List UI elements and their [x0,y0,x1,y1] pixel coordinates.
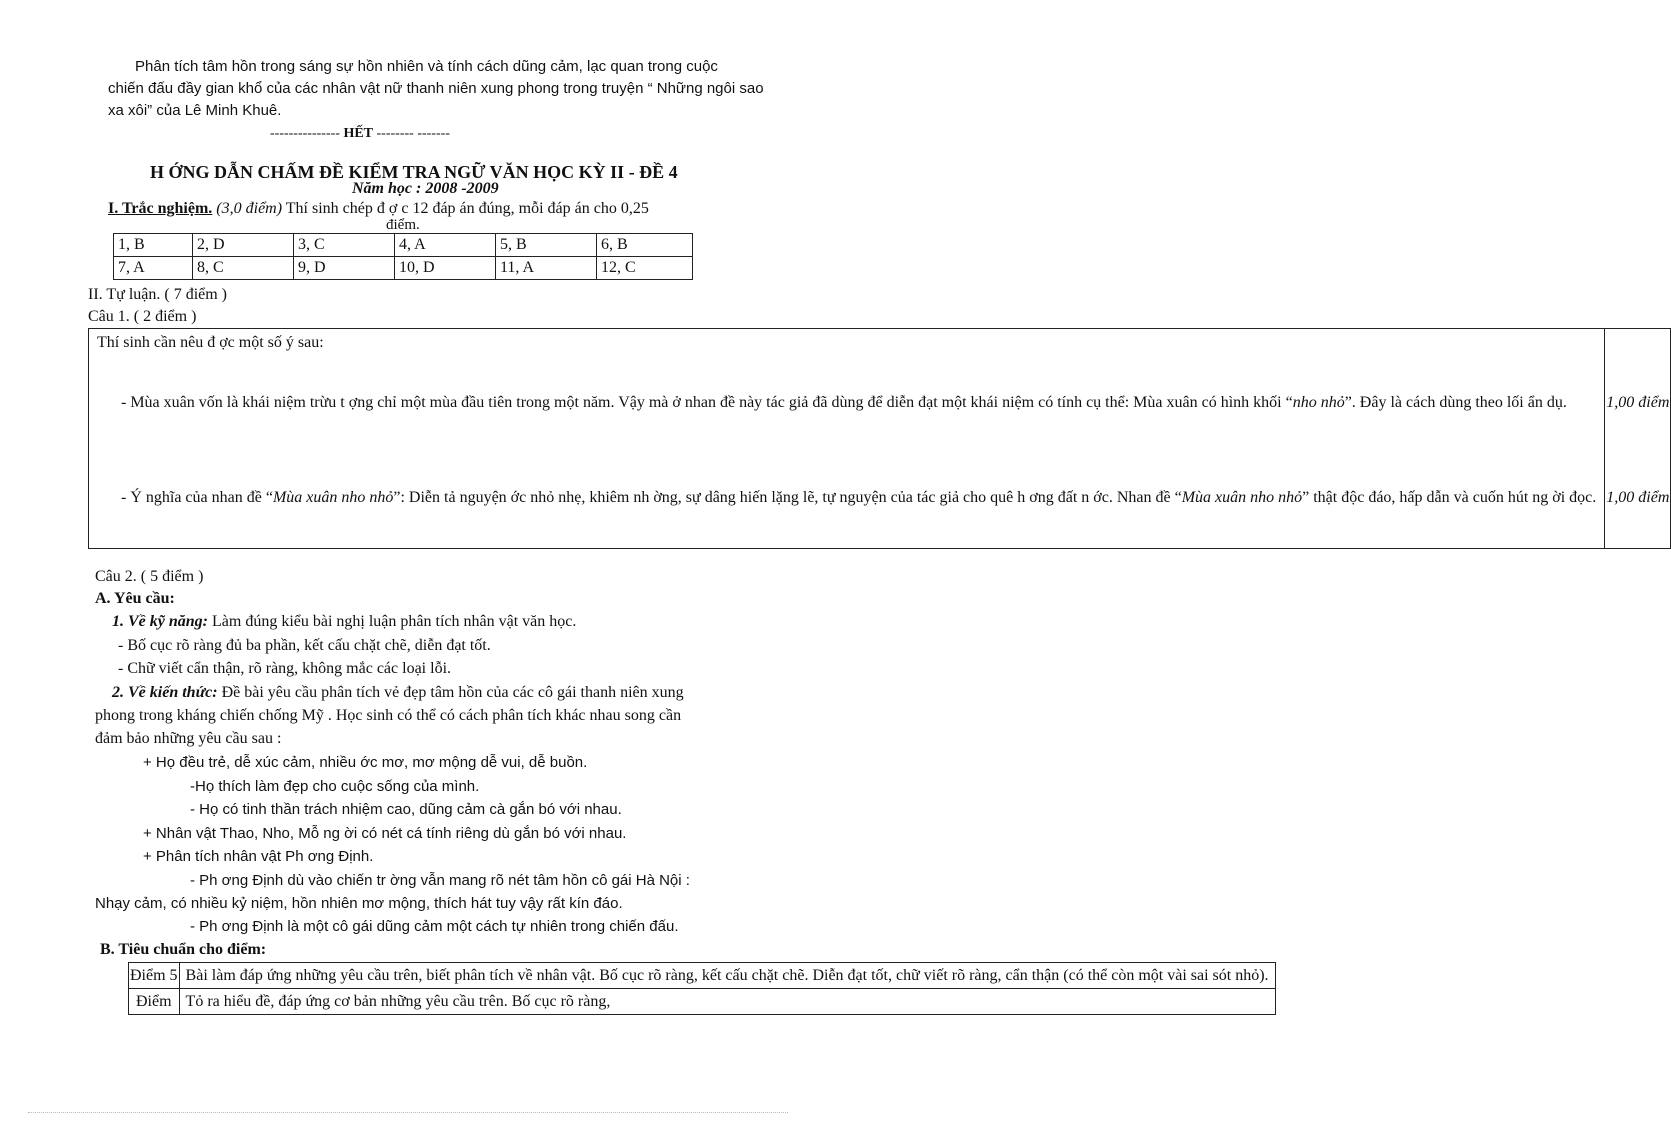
answer-cell: 2, D [193,234,294,257]
criteria-row [129,989,1276,1015]
answer-cell: 7, A [114,257,193,280]
answer-cell: 9, D [294,257,395,280]
page-title: H ỚNG DẪN CHẤM ĐỀ KIỂM TRA NGỮ VĂN HỌC KỲ II - ĐỀ 4 [150,162,678,182]
answer-cell: 12, C [597,257,693,280]
answer-cell: 5, B [496,234,597,257]
criteria-text: Tỏ ra hiểu đề, đáp ứng cơ bản những yêu cầu trên. Bố cục rõ ràng, [179,989,1275,1015]
q1-item-1-text: - Mùa xuân vốn là khái niệm trừu t ợng chỉ một mùa đầu tiên trong một năm. Vậy mà ở nhan đề này tác giả đã dùng để diễn đạt một khái niệm có tính cụ thể: Mùa xuân có hình khối “ [121,393,1293,411]
criteria-label: Điểm 5 [129,963,180,989]
intro-line-2: chiến đấu đầy gian khổ của các nhân vật nữ thanh niên xung phong trong truyện “ Những ngôi sao [108,80,764,97]
q1-row-2 [89,449,1671,549]
knowledge-item-4: + Nhân vật Thao, Nho, Mỗ ng ời có nét cá tính riêng dù gắn bó với nhau. [143,825,627,842]
q1-row-1 [89,357,1671,449]
end-marker-text: HẾT [343,126,374,141]
q1-item-2-emphasis-2: Mùa xuân nho nhỏ [1181,489,1303,507]
knowledge-item-7: - Ph ơng Định là một cô gái dũng cảm một cách tự nhiên trong chiến đấu. [190,918,679,935]
q2-heading: Câu 2. ( 5 điểm ) [95,568,204,585]
q1-item-1 [89,357,1605,449]
q1-item-2-text-end: ” thật độc đáo, hấp dẫn và cuốn hút ng ời đọc. [1302,489,1597,507]
criteria-text: Bài làm đáp ứng những yêu cầu trên, biết phân tích về nhân vật. Bố cục rõ ràng, kết cấu chặt chẽ. Diễn đạt tốt, chữ viết rõ ràng, cẩn thận (có thể còn một vài sai sót nhỏ). [179,963,1275,989]
answer-cell: 6, B [597,234,693,257]
skill-text: Làm đúng kiểu bài nghị luận phân tích nhân vật văn học. [208,613,577,630]
knowledge-line [112,684,684,702]
part1-points: (3,0 điểm) [216,200,283,217]
q1-item-2-text-mid: ”: Diễn tả nguyện ớc nhỏ nhẹ, khiêm nh ờng, sự dâng hiến lặng lẽ, tự nguyện của tác giả cho quê h ơng đất n ớc. Nhan đề “ [393,489,1182,507]
intro-line-1: Phân tích tâm hồn trong sáng sự hồn nhiên và tính cách dũng cảm, lạc quan trong cuộc [135,58,718,75]
section-b-heading: B. Tiêu chuẩn cho điểm: [100,941,267,958]
knowledge-item-3: - Họ có tinh thần trách nhiệm cao, dũng cảm cà gắn bó với nhau. [190,801,622,818]
section-a-heading: A. Yêu cầu: [95,590,175,607]
q1-item-2 [89,449,1605,549]
school-year: Năm học : 2008 -2009 [352,180,499,197]
answer-row [114,257,693,280]
q1-table [88,328,1671,549]
q1-item-1-emphasis: nho nhỏ [1292,393,1345,411]
knowledge-text-2: phong trong kháng chiến chống Mỹ . Học sinh có thể có cách phân tích khác nhau song cần [95,707,682,724]
part1-heading: I. Trắc nghiệm. [108,200,213,217]
q1-item-1-points: 1,00 điểm [1605,357,1671,449]
q1-item-2-emphasis: Mùa xuân nho nhỏ [272,489,394,507]
skill-line [112,613,576,631]
q1-item-2-text: - Ý nghĩa của nhan đề “ [121,489,273,507]
answer-cell: 8, C [193,257,294,280]
q1-item-2-points: 1,00 điểm [1605,449,1671,549]
answer-cell: 10, D [395,257,496,280]
q1-empty-cell [1605,329,1671,357]
knowledge-item-5: + Phân tích nhân vật Ph ơng Định. [143,848,374,865]
part2-heading: II. Tự luận. ( 7 điểm ) [88,286,228,303]
knowledge-item-6-cont: Nhạy cảm, có nhiều kỷ niệm, hồn nhiên mơ mộng, thích hát tuy vậy rất kín đáo. [95,895,623,912]
part1-instruction-cont: điểm. [386,217,420,233]
end-marker-right: -------- ------- [376,126,450,141]
answer-table [113,233,693,280]
answer-cell: 4, A [395,234,496,257]
part1-heading-line [108,200,649,218]
q1-intro: Thí sinh cần nêu đ ợc một số ý sau: [89,329,1605,357]
knowledge-text-1: Đề bài yêu cầu phân tích vẻ đẹp tâm hồn của các cô gái thanh niên xung [217,684,684,701]
knowledge-item-2: -Họ thích làm đẹp cho cuộc sống của mình. [190,778,480,795]
q1-intro-row [89,329,1671,357]
q1-heading: Câu 1. ( 2 điểm ) [88,308,197,325]
end-marker [270,126,450,142]
q1-item-1-text-end: ”. Đây là cách dùng theo lối ẩn dụ. [1344,393,1567,411]
answer-cell: 11, A [496,257,597,280]
answer-cell: 3, C [294,234,395,257]
knowledge-text-3: đảm bảo những yêu cầu sau : [95,730,282,747]
skill-bullet-2: - Chữ viết cẩn thận, rõ ràng, không mắc các loại lỗi. [118,660,452,677]
criteria-label: Điểm [129,989,180,1015]
criteria-row [129,963,1276,989]
page-bottom-dotted-line [28,1112,788,1113]
answer-row [114,234,693,257]
criteria-table [128,962,1276,1015]
skill-bullet-1: - Bố cục rõ ràng đủ ba phần, kết cấu chặt chẽ, diễn đạt tốt. [118,637,491,654]
intro-line-3: xa xôi” của Lê Minh Khuê. [108,102,282,119]
answer-cell: 1, B [114,234,193,257]
part1-instruction: Thí sinh chép đ ợ c 12 đáp án đúng, mỗi đáp án cho 0,25 [285,200,649,217]
knowledge-label: 2. Về kiến thức: [112,684,218,701]
skill-label: 1. Về kỹ năng: [112,613,208,630]
knowledge-item-1: + Họ đều trẻ, dễ xúc cảm, nhiều ớc mơ, mơ mộng dễ vui, dễ buồn. [143,754,588,771]
knowledge-item-6: - Ph ơng Định dù vào chiến tr ờng vẫn mang rõ nét tâm hồn cô gái Hà Nội : [190,872,690,889]
end-marker-left: --------------- [270,126,340,141]
